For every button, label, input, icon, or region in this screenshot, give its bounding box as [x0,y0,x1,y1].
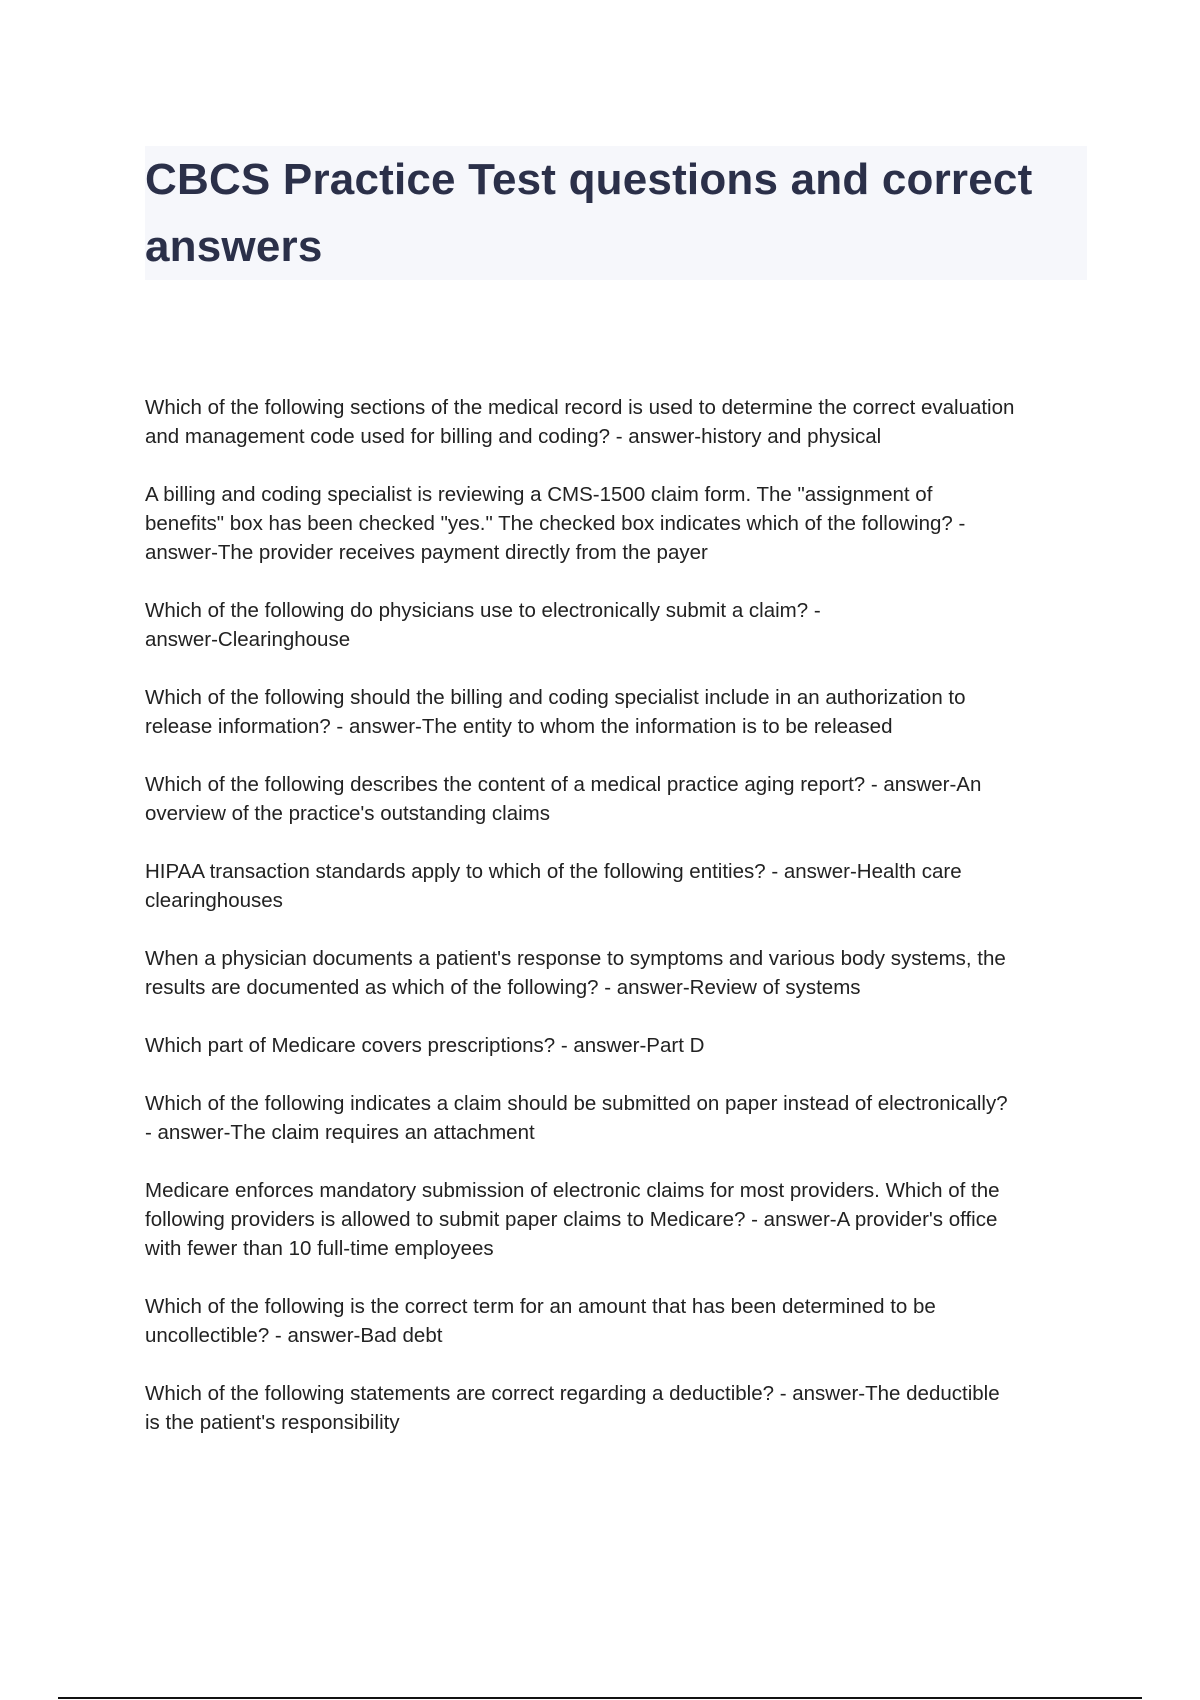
qa-item-10: Medicare enforces mandatory submission of electronic claims for most providers. Which of the following providers is allowed to submit paper claims to Medicare? - answer-A provider's office with fewer than 10 full-time employees [145,1179,1000,1260]
qa-item-5: Which of the following describes the content of a medical practice aging report? - answer-An overview of the practice's outstanding claims [145,773,982,825]
qa-list [145,393,1090,1466]
qa-item-11: Which of the following is the correct term for an amount that has been determined to be uncollectible? - answer-Bad debt [145,1295,936,1347]
qa-item-6: HIPAA transaction standards apply to which of the following entities? - answer-Health care clearinghouses [145,860,962,912]
qa-item-12: Which of the following statements are correct regarding a deductible? - answer-The deductible is the patient's responsibility [145,1382,1000,1434]
page-bottom-divider [58,1697,1142,1699]
title-block [145,146,1087,280]
document-title: CBCS Practice Test questions and correct answers [145,155,1033,271]
qa-item-2: A billing and coding specialist is reviewing a CMS-1500 claim form. The "assignment of benefits" box has been checked "yes." The checked box indicates which of the following? - answer-The provider receives payment directly from the payer [145,483,966,564]
qa-item-3: Which of the following do physicians use to electronically submit a claim? - answer-Clearinghouse [145,599,821,651]
qa-item-4: Which of the following should the billing and coding specialist include in an authorization to release information? - answer-The entity to whom the information is to be released [145,686,966,738]
qa-item-1: Which of the following sections of the medical record is used to determine the correct evaluation and management code used for billing and coding? - answer-history and physical [145,396,1015,448]
qa-item-9: Which of the following indicates a claim should be submitted on paper instead of electronically? - answer-The claim requires an attachment [145,1092,1008,1144]
qa-item-7: When a physician documents a patient's response to symptoms and various body systems, the results are documented as which of the following? - answer-Review of systems [145,947,1006,999]
qa-item-8: Which part of Medicare covers prescriptions? - answer-Part D [145,1034,705,1057]
